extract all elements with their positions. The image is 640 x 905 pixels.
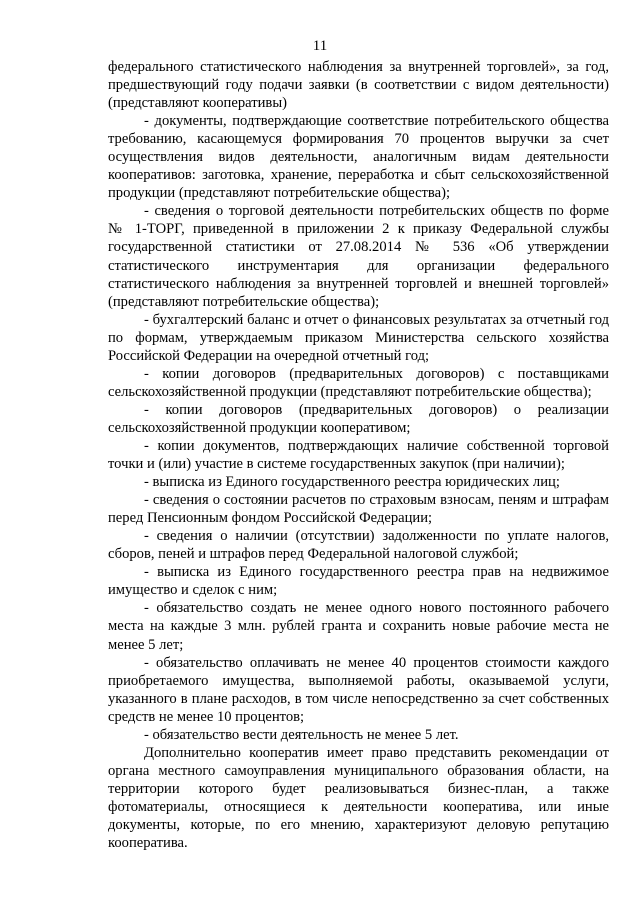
paragraph: федерального статистического наблюдения за внутренней торговлей», за год, предшествующий году подачи заявки (в соответствии с видом деятельности) (представляют кооперативы) [108, 59, 609, 112]
paragraph: - обязательство вести деятельность не менее 5 лет. [144, 726, 459, 743]
paragraph: - копии договоров (предварительных договоров) с поставщиками сельскохозяйственной продукции (представляют потребительские общества); [108, 365, 609, 400]
page-number: 11 [312, 38, 328, 54]
document-body [108, 58, 609, 852]
paragraph: - выписка из Единого государственного реестра юридических лиц; [144, 474, 560, 491]
paragraph: - копии документов, подтверждающих наличие собственной торговой точки и (или) участие в системе государственных закупок (при наличии); [108, 437, 609, 473]
paragraph: - сведения о торговой деятельности потребительских обществ по форме № 1-ТОРГ, приведенной в приложении 2 к приказу Федеральной службы государственной статистики от 27.08.2014 № 536 «Об утверждении статистического инструментария для организации федерального статистического наблюдения за внутренней торговлей и внешней торговлей» (представляют потребительские общества); [108, 203, 609, 310]
paragraph: - бухгалтерский баланс и отчет о финансовых результатах за отчетный год по формам, утверждаемым приказом Министерства сельского хозяйства Российской Федерации на очередной отчетный год; [108, 311, 609, 364]
paragraph: - документы, подтверждающие соответствие потребительского общества требованию, касающемуся формирования 70 процентов выручки за счет осуществления видов деятельности, аналогичным видам деятельности кооперативов: заготовка, хранение, переработка и сбыт сельскохозяйственной продукции (представляют потребительские общества); [108, 113, 609, 202]
paragraph: - выписка из Единого государственного реестра прав на недвижимое имущество и сделок с ним; [108, 564, 609, 599]
paragraph: - копии договоров (предварительных договоров) о реализации сельскохозяйственной продукции кооперативом; [108, 401, 609, 436]
paragraph: - обязательство создать не менее одного нового постоянного рабочего места на каждые 3 млн. рублей гранта и сохранить новые рабочие места не менее 5 лет; [108, 600, 609, 653]
paragraph: Дополнительно кооператив имеет право представить рекомендации от органа местного самоуправления муниципального образования области, на территории которого будет реализовываться бизнес-план, а также фотоматериалы, относящиеся к деятельности кооператива, или иные документы, которые, по его мнению, характеризуют деловую репутацию кооператива. [108, 744, 609, 852]
paragraph: - обязательство оплачивать не менее 40 процентов стоимости каждого приобретаемого имущества, выполняемой работы, оказываемой услуги, указанного в плане расходов, в том числе непосредственно за счет собственных средств не менее 10 процентов; [108, 654, 609, 725]
paragraph: - сведения о состоянии расчетов по страховым взносам, пеням и штрафам перед Пенсионным фондом Российской Федерации; [108, 492, 609, 527]
paragraph: - сведения о наличии (отсутствии) задолженности по уплате налогов, сборов, пеней и штрафов перед Федеральной налоговой службой; [108, 528, 609, 563]
